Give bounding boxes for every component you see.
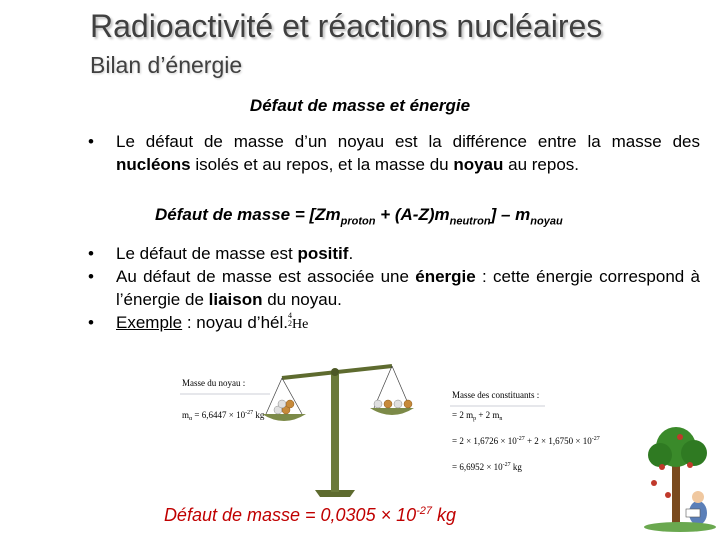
bullet-bold-nucleons: nucléons bbox=[116, 155, 191, 174]
tree-reader-clipart bbox=[640, 425, 718, 535]
bullet-marker: • bbox=[88, 267, 94, 286]
bullet-text: : cette énergie correspond à l’énergie de bbox=[116, 267, 700, 309]
bullet-energy bbox=[88, 265, 700, 311]
constituents-line-1: = 2 $m_p + 2$ $m_n$ bbox=[452, 410, 503, 422]
bullet-marker: • bbox=[88, 132, 94, 151]
left-pan bbox=[262, 414, 306, 421]
bullet-text: Le défaut de masse est bbox=[116, 244, 298, 263]
tree-trunk-icon bbox=[672, 465, 680, 525]
bullet-bold-energie: énergie bbox=[415, 267, 476, 286]
element-symbol: He bbox=[292, 317, 309, 332]
formula-sub: proton bbox=[340, 215, 376, 228]
result-text: Défaut de masse = 0,0305 × 10 bbox=[163, 505, 417, 525]
bullet-bold-liaison: liaison bbox=[208, 290, 263, 309]
scale-post bbox=[331, 374, 339, 492]
bullet-text: : noyau d’hél. bbox=[182, 313, 288, 332]
section-heading: Défaut de masse et énergie bbox=[249, 96, 471, 115]
bullet-text: du noyau. bbox=[262, 290, 342, 309]
bullet-example bbox=[88, 311, 700, 336]
bullet-definition bbox=[88, 130, 700, 176]
scale-pivot bbox=[331, 368, 339, 376]
bullet-text: Au défaut de masse est associée une bbox=[116, 267, 416, 286]
formula-part: + (A-Z)m bbox=[375, 205, 450, 224]
grass-icon bbox=[644, 522, 716, 532]
formula-sub: noyau bbox=[530, 215, 563, 228]
bullet-list-bottom bbox=[88, 242, 700, 336]
slide-title: Radioactivité et réactions nucléaires bbox=[90, 8, 603, 44]
reader-head-icon bbox=[692, 491, 704, 503]
formula-part: ] – m bbox=[490, 205, 531, 224]
left-panel-title: Masse du noyau : bbox=[182, 378, 246, 388]
left-mass-panel bbox=[180, 378, 270, 422]
constituents-line-3: = $6,6952 \times 10^{-27}$ kg bbox=[452, 462, 522, 472]
right-mass-panel bbox=[450, 390, 600, 472]
example-link[interactable]: Exemple bbox=[116, 313, 183, 332]
mass-defect-result bbox=[0, 505, 620, 526]
bullet-text: . bbox=[348, 244, 354, 263]
balance-scale bbox=[262, 366, 414, 497]
bullet-text: isolés et au repos, et la masse du bbox=[190, 155, 454, 174]
mass-defect-formula bbox=[155, 205, 563, 227]
bullet-positive bbox=[88, 242, 700, 265]
nucleus-mass-line: $m_\alpha = 6,6447 \times 10^{-27}$ kg bbox=[182, 410, 265, 422]
bullet-marker: • bbox=[88, 244, 94, 263]
bullet-marker: • bbox=[88, 313, 94, 332]
mass-number: 4 bbox=[288, 311, 292, 320]
bullet-bold-noyau: noyau bbox=[453, 155, 504, 174]
bullet-text: au repos. bbox=[503, 155, 579, 174]
bullet-bold-positif: positif bbox=[297, 244, 349, 263]
right-panel-title: Masse des constituants : bbox=[452, 390, 540, 400]
formula-sub: neutron bbox=[449, 215, 491, 228]
helium-symbol bbox=[288, 311, 309, 332]
slide-subtitle: Bilan d’énergie bbox=[90, 52, 243, 78]
right-pan bbox=[370, 408, 414, 415]
result-exponent: -27 bbox=[416, 505, 433, 517]
formula-part: Défaut de masse = [Zm bbox=[155, 205, 341, 224]
atomic-number: 2 bbox=[288, 319, 292, 328]
result-unit: kg bbox=[432, 505, 457, 525]
constituents-line-2: = $2 \times 1,6726 \times 10^{-27} + 2 \times 1,6750 \times 10^{-27}$ bbox=[452, 436, 600, 446]
balance-scale-illustration bbox=[170, 352, 600, 502]
bullet-text: Le défaut de masse d’un noyau est la différence entre la masse des bbox=[116, 132, 700, 151]
book-icon bbox=[686, 509, 700, 517]
bullet-list-top bbox=[88, 130, 700, 176]
